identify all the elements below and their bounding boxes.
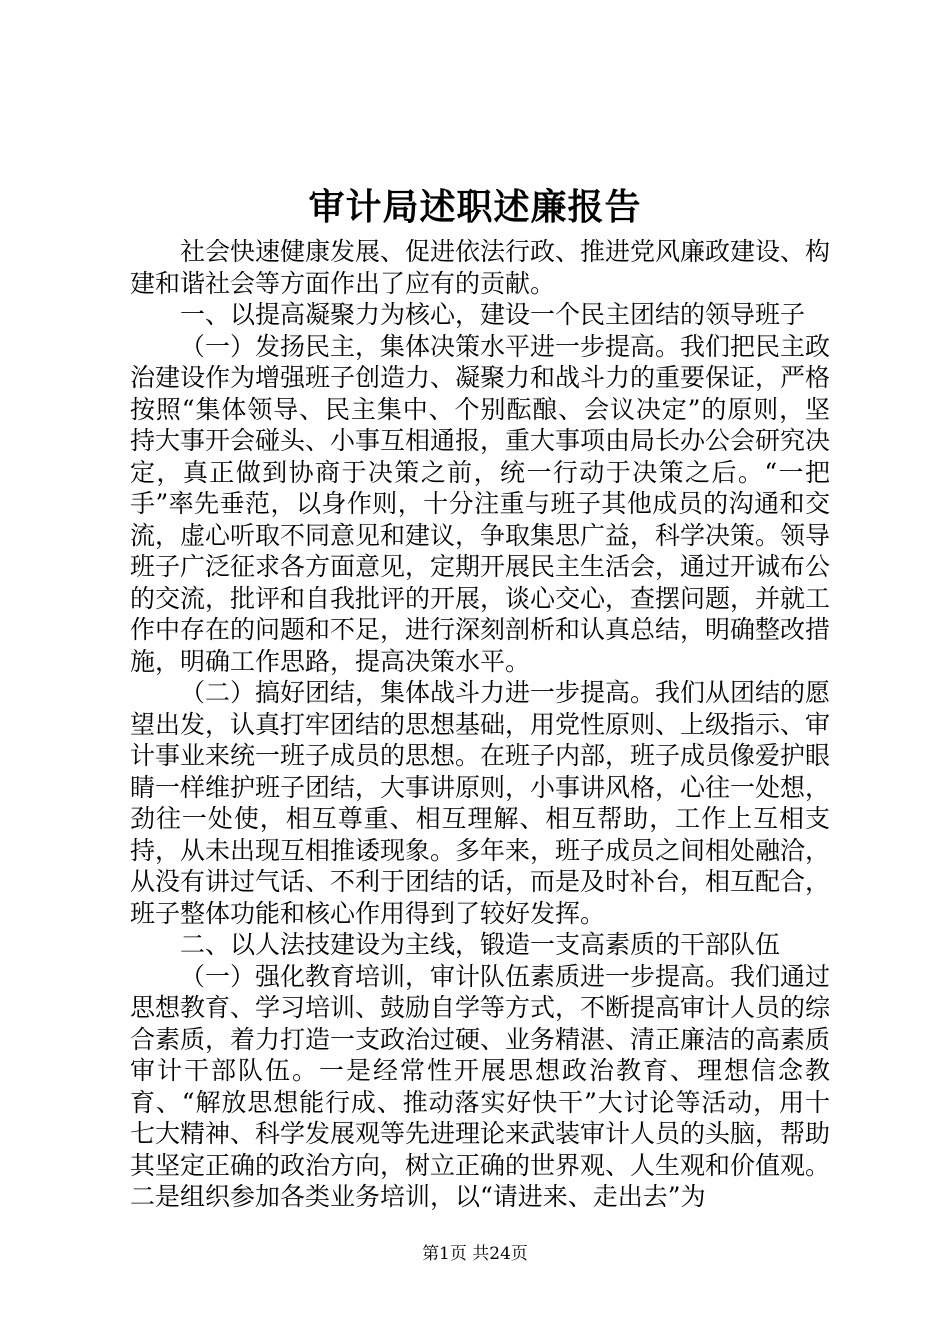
- body-paragraph: （二）搞好团结，集体战斗力进一步提高。我们从团结的愿望出发，认真打牢团结的思想基础，用党性原则、上级指示、审计事业来统一班子成员的思想。在班子内部，班子成员像爱护眼睛一样维护班子团结，大事讲原则，小事讲风格，心往一处想，劲往一处使，相互尊重、相互理解、相互帮助，工作上互相支持，从未出现互相推诿现象。多年来，班子成员之间相处融洽，从没有讲过气话、不利于团结的话，而是及时补台，相互配合，班子整体功能和核心作用得到了较好发挥。: [130, 678, 831, 928]
- body-paragraph: （一）强化教育培训，审计队伍素质进一步提高。我们通过思想教育、学习培训、鼓励自学等方式，不断提高审计人员的综合素质，着力打造一支政治过硬、业务精湛、清正廉洁的高素质审计干部队伍。一是经常性开展思想政治教育、理想信念教育、“解放思想能行成、推动落实好快干”大讨论等活动，用十七大精神、科学发展观等先进理论来武装审计人员的头脑，帮助其坚定正确的政治方向，树立正确的世界观、人生观和价值观。二是组织参加各类业务培训，以“请进来、走出去”为: [130, 961, 831, 1211]
- page-number-footer: 第1页 共24页: [422, 1244, 528, 1264]
- document-title: 审计局述职述廉报告: [308, 186, 642, 228]
- body-paragraph: （一）发扬民主，集体决策水平进一步提高。我们把民主政治建设作为增强班子创造力、凝聚力和战斗力的重要保证，严格按照“集体领导、民主集中、个别酝酿、会议决定”的原则，坚持大事开会碰头、小事互相通报，重大事项由局长办公会研究决定，真正做到协商于决策之前，统一行动于决策之后。“一把手”率先垂范，以身作则，十分注重与班子其他成员的沟通和交流，虚心听取不同意见和建议，争取集思广益，科学决策。领导班子广泛征求各方面意见，定期开展民主生活会，通过开诚布公的交流，批评和自我批评的开展，谈心交心，查摆问题，并就工作中存在的问题和不足，进行深刻剖析和认真总结，明确整改措施，明确工作思路，提高决策水平。: [130, 331, 831, 676]
- document-body: [130, 236, 830, 1213]
- body-paragraph: 社会快速健康发展、促进依法行政、推进党风廉政建设、构建和谐社会等方面作出了应有的贡献。: [130, 237, 831, 298]
- section-heading: 一、以提高凝聚力为核心，建设一个民主团结的领导班子: [180, 300, 806, 329]
- section-heading: 二、以人法技建设为主线，锻造一支高素质的干部队伍: [180, 930, 781, 959]
